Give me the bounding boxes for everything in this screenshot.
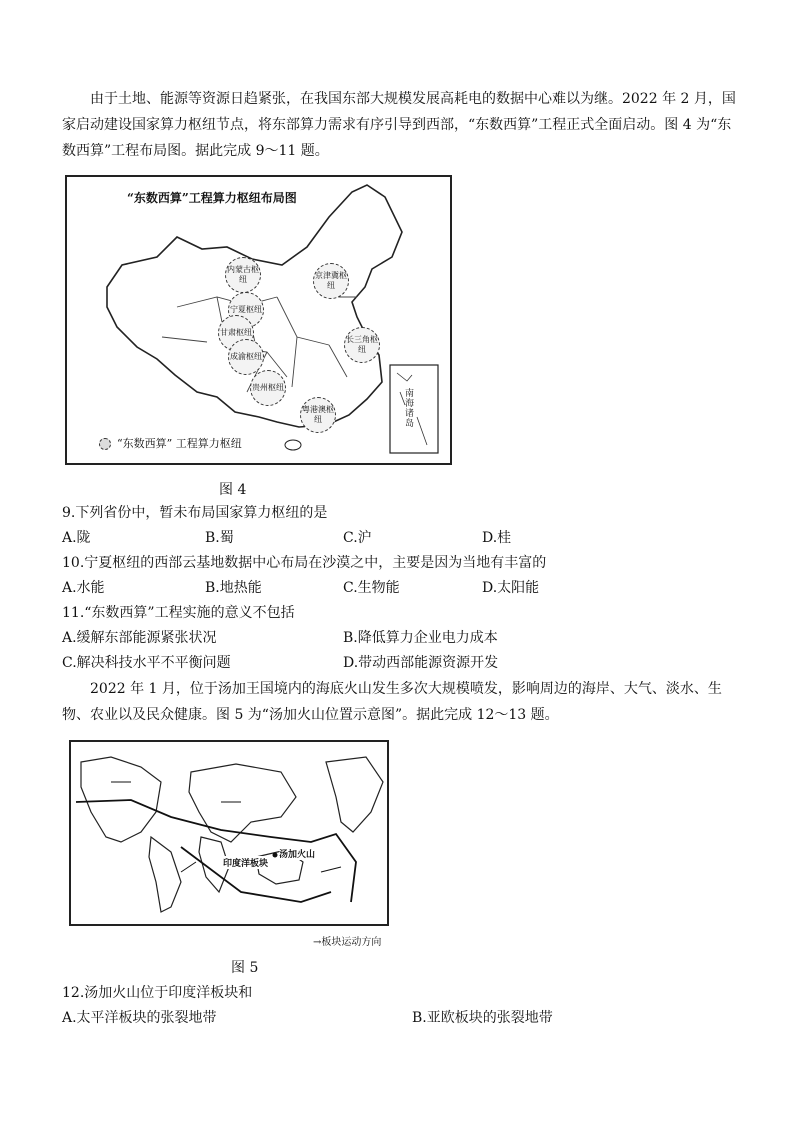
figure-5-legend (313, 933, 381, 948)
figure-4-title: “东数西算”工程算力枢纽布局图 (127, 191, 297, 205)
plate-map-outline (71, 742, 387, 924)
question-11-stem: 11.“东数西算”工程实施的意义不包括 (62, 605, 295, 621)
hub-guangdong-hk-macao: 粤港澳枢纽 (300, 397, 336, 433)
question-11-option-b: B.降低算力企业电力成本 (343, 630, 498, 646)
question-10-option-b: B.地热能 (205, 580, 262, 596)
question-10-option-d: D.太阳能 (482, 580, 540, 596)
figure-4-caption: 图 4 (219, 482, 247, 498)
question-12-stem: 12.汤加火山位于印度洋板块和 (62, 985, 253, 1001)
hub-jing-jin-ji: 京津冀枢纽 (313, 263, 349, 299)
hub-inner-mongolia: 内蒙古枢纽 (225, 257, 261, 293)
figure-5-map (69, 740, 389, 926)
question-12-option-b: B.亚欧板块的张裂地带 (412, 1010, 553, 1026)
tonga-volcano-label: 汤加火山 (279, 847, 315, 860)
figure-4-legend-text: “东数西算” 工程算力枢纽 (117, 437, 242, 450)
hub-gansu: 甘肃枢纽 (218, 315, 254, 351)
hub-legend-icon (99, 438, 111, 450)
question-11-option-d: D.带动西部能源资源开发 (343, 655, 499, 671)
question-9-option-d: D.桂 (482, 530, 512, 546)
question-9-option-a: A.陇 (62, 530, 91, 546)
question-9-option-c: C.沪 (343, 530, 372, 546)
question-9-option-b: B.蜀 (205, 530, 234, 546)
hub-yangtze-delta: 长三角枢纽 (344, 327, 380, 363)
question-10-stem: 10.宁夏枢纽的西部云基地数据中心布局在沙漠之中，主要是因为当地有丰富的 (62, 555, 547, 571)
inset-label: 南海诸岛 (405, 389, 415, 429)
intro-paragraph-2: 2022 年 1 月，位于汤加王国境内的海底火山发生多次大规模喷发，影响周边的海岸、大气、淡水、生物、农业以及民众健康。图 5 为“汤加火山位置示意图”。据此完成 12～13 题。 (62, 681, 722, 723)
arrow-icon: → (313, 937, 322, 948)
question-11-option-c: C.解决科技水平不平衡问题 (62, 655, 231, 671)
hub-guizhou: 贵州枢纽 (250, 370, 286, 406)
question-10-option-c: C.生物能 (343, 580, 400, 596)
intro-paragraph-1: 由于土地、能源等资源日趋紧张，在我国东部大规模发展高耗电的数据中心难以为继。2022 年 2 月，国家启动建设国家算力枢纽节点，将东部算力需求有序引导到西部，“东数西算”工程正式全面启动。图 4 为“东数西算”工程布局图。据此完成 9～11 题。 (62, 91, 736, 159)
hub-ningxia: 宁夏枢纽 (228, 292, 264, 328)
figure-5-legend-text: 板块运动方向 (321, 937, 382, 948)
question-12-option-a: A.太平洋板块的张裂地带 (62, 1010, 217, 1026)
figure-4-map (65, 175, 452, 465)
question-11-option-a: A.缓解东部能源紧张状况 (62, 630, 217, 646)
indian-plate-label: 印度洋板块 (223, 856, 268, 869)
hub-chengyu: 成渝枢纽 (228, 339, 264, 375)
question-9-stem: 9.下列省份中，暂未布局国家算力枢纽的是 (62, 505, 328, 521)
figure-5-caption: 图 5 (231, 960, 259, 976)
question-10-option-a: A.水能 (62, 580, 105, 596)
figure-4-legend (99, 435, 242, 451)
